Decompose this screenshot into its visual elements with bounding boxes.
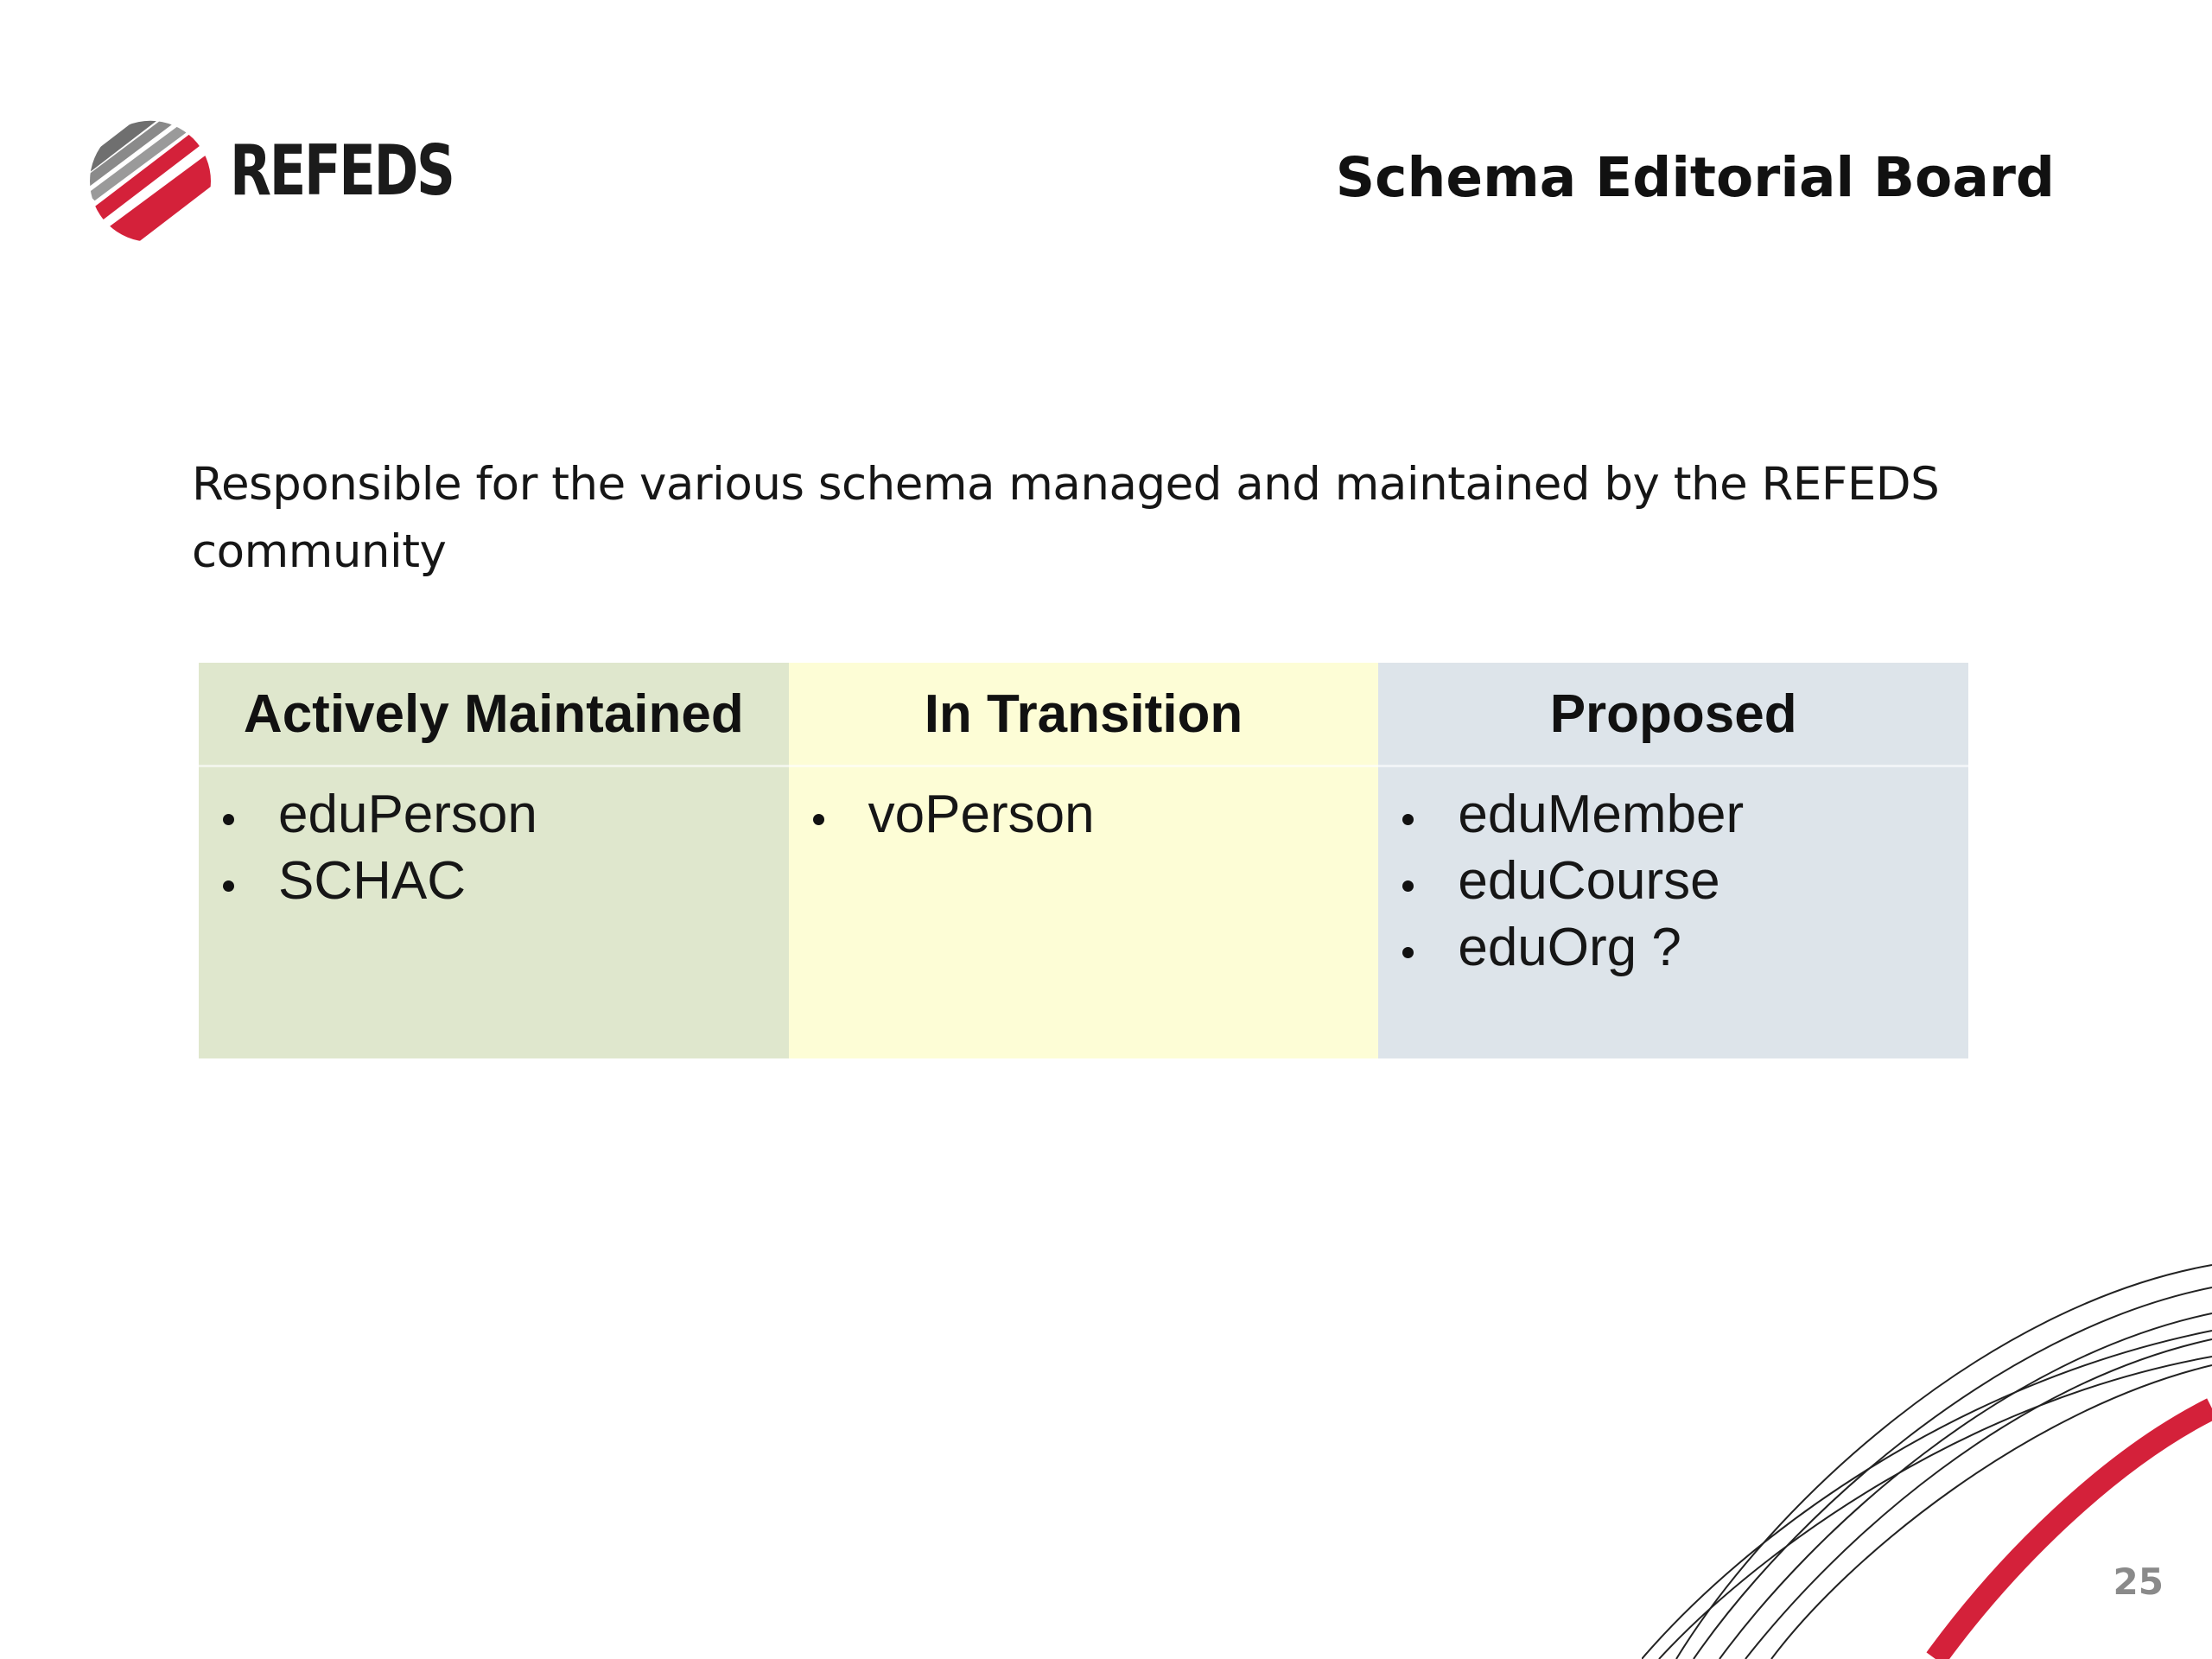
column-heading: In Transition: [789, 663, 1379, 767]
schema-list: [199, 767, 789, 914]
list-item: eduOrg ?: [1402, 914, 1968, 981]
slide-title: Schema Editorial Board: [1335, 146, 2055, 209]
list-item: SCHAC: [223, 848, 789, 914]
column-proposed: [1378, 663, 1968, 1058]
list-item: eduCourse: [1402, 848, 1968, 914]
column-actively-maintained: [199, 663, 789, 1058]
intro-paragraph: Responsible for the various schema managed and maintained by the REFEDS community: [192, 458, 1940, 578]
list-item: eduMember: [1402, 781, 1968, 848]
refeds-logo-icon: [90, 116, 211, 242]
column-in-transition: [789, 663, 1379, 1058]
schema-list: [789, 767, 1379, 848]
column-heading: Proposed: [1378, 663, 1968, 767]
column-heading: Actively Maintained: [199, 663, 789, 767]
list-item: voPerson: [813, 781, 1379, 848]
schema-list: [1378, 767, 1968, 981]
brand-wordmark: REFEDS: [230, 130, 454, 211]
schema-status-table: [199, 663, 1968, 1058]
page-number: 25: [2113, 1560, 2164, 1603]
list-item: eduPerson: [223, 781, 789, 848]
